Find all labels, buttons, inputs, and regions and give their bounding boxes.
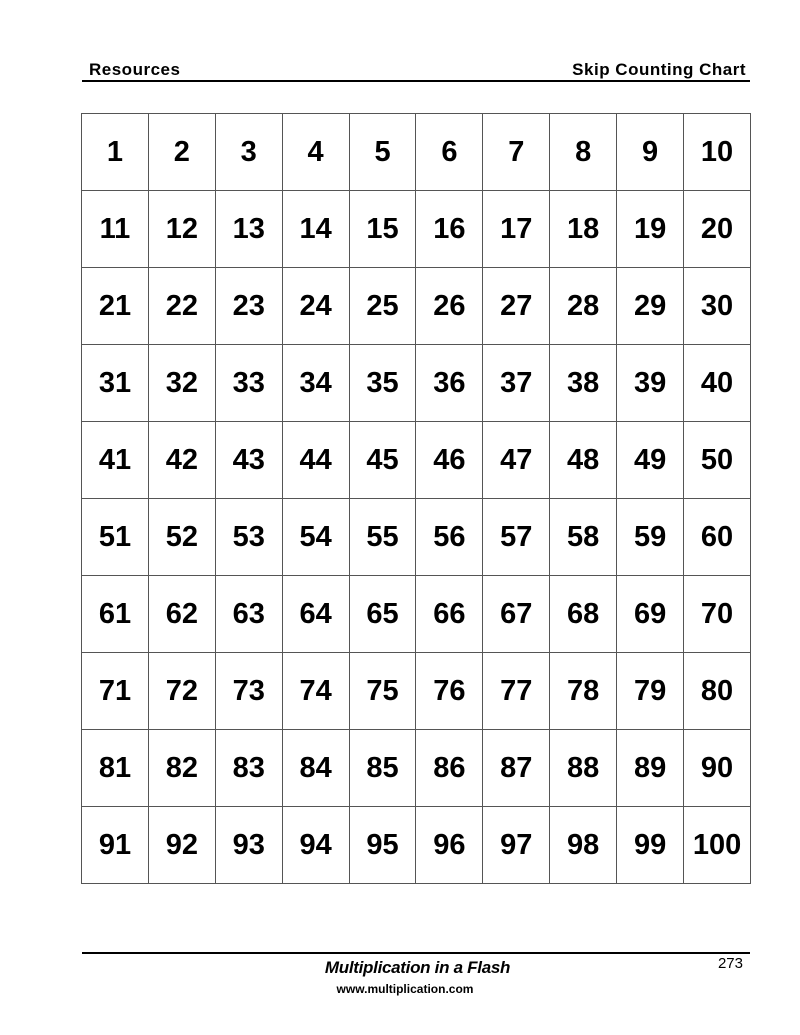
grid-cell: 70 [684,576,751,653]
grid-cell: 37 [483,345,550,422]
grid-cell: 52 [148,499,215,576]
grid-cell: 77 [483,653,550,730]
grid-cell: 67 [483,576,550,653]
grid-cell: 97 [483,807,550,884]
grid-cell: 57 [483,499,550,576]
grid-cell: 7 [483,114,550,191]
grid-cell: 78 [550,653,617,730]
grid-body [82,114,751,884]
grid-cell: 69 [617,576,684,653]
grid-row [82,576,751,653]
grid-cell: 12 [148,191,215,268]
grid-cell: 81 [82,730,149,807]
grid-row [82,345,751,422]
grid-cell: 92 [148,807,215,884]
grid-cell: 30 [684,268,751,345]
grid-cell: 46 [416,422,483,499]
grid-cell: 91 [82,807,149,884]
grid-cell: 44 [282,422,349,499]
grid-cell: 11 [82,191,149,268]
grid-cell: 6 [416,114,483,191]
grid-cell: 38 [550,345,617,422]
grid-cell: 18 [550,191,617,268]
grid-cell: 26 [416,268,483,345]
grid-cell: 73 [215,653,282,730]
grid-cell: 35 [349,345,416,422]
grid-cell: 1 [82,114,149,191]
grid-cell: 23 [215,268,282,345]
grid-cell: 36 [416,345,483,422]
grid-cell: 53 [215,499,282,576]
number-grid [81,113,751,884]
grid-cell: 93 [215,807,282,884]
grid-cell: 84 [282,730,349,807]
grid-cell: 39 [617,345,684,422]
grid-row [82,268,751,345]
grid-cell: 89 [617,730,684,807]
grid-cell: 2 [148,114,215,191]
grid-cell: 43 [215,422,282,499]
grid-cell: 48 [550,422,617,499]
grid-cell: 59 [617,499,684,576]
hundreds-chart [81,113,751,873]
grid-cell: 10 [684,114,751,191]
grid-cell: 9 [617,114,684,191]
grid-cell: 62 [148,576,215,653]
grid-row [82,730,751,807]
grid-cell: 100 [684,807,751,884]
grid-cell: 68 [550,576,617,653]
grid-cell: 74 [282,653,349,730]
grid-cell: 94 [282,807,349,884]
grid-cell: 15 [349,191,416,268]
grid-cell: 42 [148,422,215,499]
grid-cell: 5 [349,114,416,191]
grid-cell: 65 [349,576,416,653]
grid-cell: 54 [282,499,349,576]
grid-cell: 75 [349,653,416,730]
footer-divider [82,952,750,954]
grid-cell: 3 [215,114,282,191]
grid-cell: 72 [148,653,215,730]
grid-cell: 47 [483,422,550,499]
grid-cell: 66 [416,576,483,653]
grid-cell: 76 [416,653,483,730]
grid-cell: 90 [684,730,751,807]
grid-cell: 64 [282,576,349,653]
grid-cell: 88 [550,730,617,807]
grid-cell: 55 [349,499,416,576]
footer-title: Multiplication in a Flash [324,958,511,977]
grid-cell: 50 [684,422,751,499]
grid-cell: 83 [215,730,282,807]
grid-cell: 45 [349,422,416,499]
grid-cell: 58 [550,499,617,576]
grid-row [82,807,751,884]
grid-cell: 51 [82,499,149,576]
page-number: 273 [717,955,743,972]
grid-cell: 19 [617,191,684,268]
grid-cell: 80 [684,653,751,730]
grid-cell: 14 [282,191,349,268]
header-divider [82,80,750,82]
grid-cell: 41 [82,422,149,499]
grid-cell: 96 [416,807,483,884]
grid-row [82,114,751,191]
grid-cell: 31 [82,345,149,422]
grid-cell: 16 [416,191,483,268]
grid-cell: 63 [215,576,282,653]
grid-cell: 25 [349,268,416,345]
grid-cell: 8 [550,114,617,191]
section-label: Resources [89,60,181,79]
grid-cell: 71 [82,653,149,730]
grid-cell: 85 [349,730,416,807]
grid-cell: 56 [416,499,483,576]
grid-row [82,499,751,576]
grid-cell: 79 [617,653,684,730]
grid-cell: 82 [148,730,215,807]
grid-cell: 86 [416,730,483,807]
grid-cell: 13 [215,191,282,268]
grid-cell: 29 [617,268,684,345]
grid-cell: 40 [684,345,751,422]
grid-cell: 24 [282,268,349,345]
grid-cell: 87 [483,730,550,807]
grid-cell: 49 [617,422,684,499]
page-title: Skip Counting Chart [572,60,746,79]
grid-row [82,653,751,730]
grid-cell: 60 [684,499,751,576]
grid-cell: 17 [483,191,550,268]
grid-cell: 95 [349,807,416,884]
grid-row [82,191,751,268]
grid-cell: 20 [684,191,751,268]
grid-cell: 98 [550,807,617,884]
grid-cell: 34 [282,345,349,422]
page-header [82,58,750,80]
footer-url: www.multiplication.com [336,982,474,996]
grid-cell: 28 [550,268,617,345]
grid-cell: 99 [617,807,684,884]
grid-row [82,422,751,499]
grid-cell: 4 [282,114,349,191]
grid-cell: 22 [148,268,215,345]
grid-cell: 32 [148,345,215,422]
grid-cell: 21 [82,268,149,345]
grid-cell: 61 [82,576,149,653]
grid-cell: 27 [483,268,550,345]
grid-cell: 33 [215,345,282,422]
